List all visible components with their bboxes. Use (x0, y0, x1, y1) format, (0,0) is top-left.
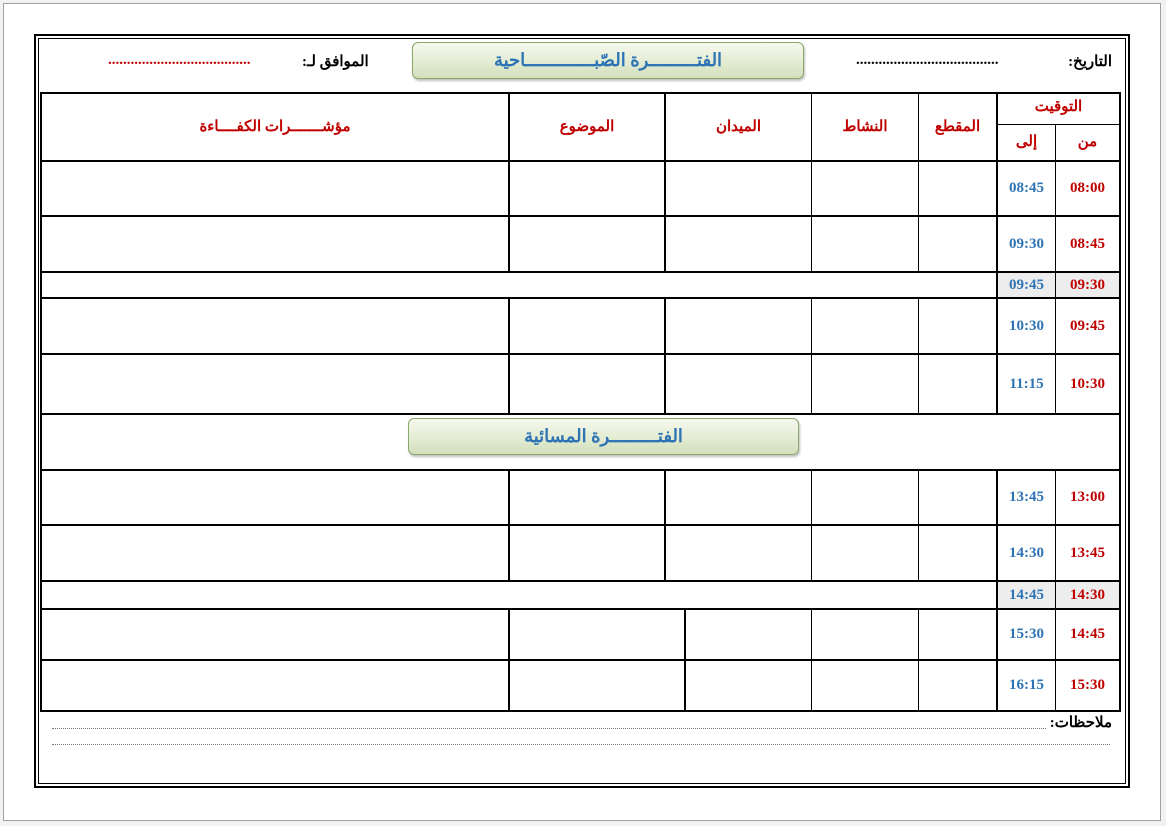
col-line (1055, 297, 1056, 414)
corresponds-dots: ...................................... (108, 52, 251, 68)
row-line (40, 608, 1121, 610)
date-dots: ...................................... (856, 52, 999, 68)
time-to: 10:30 (1009, 318, 1044, 334)
col-line (684, 608, 686, 712)
col-line (996, 608, 998, 712)
header-topic: الموضوع (559, 119, 615, 135)
col-line (664, 297, 666, 414)
evening-period-title-text: الفتـــــــــرة المسائية (524, 426, 683, 446)
row-line (40, 469, 1121, 471)
time-to: 15:30 (1009, 626, 1044, 642)
col-line (918, 160, 919, 273)
row-line (40, 659, 1121, 661)
date-label: التاريخ: (1068, 54, 1112, 70)
header-field: الميدان (716, 119, 761, 135)
time-from: 08:00 (1070, 180, 1105, 196)
col-line (811, 469, 812, 582)
time-from-break: 14:30 (1070, 587, 1105, 603)
header-indicators: مؤشـــــــرات الكفــــاءة (199, 119, 351, 135)
time-to-break: 14:45 (1009, 587, 1044, 603)
col-line (996, 160, 998, 273)
header-timing: التوقيت (1034, 99, 1083, 115)
col-line (996, 469, 998, 582)
notes-line (52, 728, 1046, 729)
morning-period-title-text: الفتـــــــــرة الصّبـــــــــــــاحية (493, 50, 723, 70)
col-line (508, 297, 510, 414)
row-line (40, 413, 1121, 415)
row-line (40, 215, 1121, 217)
col-line (811, 608, 812, 712)
evening-period-title (408, 418, 799, 455)
time-from: 15:30 (1070, 677, 1105, 693)
header-from: من (1077, 134, 1098, 150)
col-line (1055, 160, 1056, 273)
col-line (1055, 608, 1056, 712)
col-line (811, 297, 812, 414)
time-from: 08:45 (1070, 236, 1105, 252)
time-to: 14:30 (1009, 545, 1044, 561)
row-line (40, 580, 1121, 582)
time-to: 13:45 (1009, 489, 1044, 505)
col-line (811, 160, 812, 273)
header-activity: النشاط (842, 119, 888, 135)
notes-label: ملاحظات: (1049, 715, 1112, 731)
col-line (664, 469, 666, 582)
schedule-table (40, 92, 1121, 712)
time-from: 09:45 (1070, 318, 1105, 334)
morning-period-title (412, 42, 804, 79)
row-line (40, 353, 1121, 355)
row-line (40, 160, 1121, 162)
time-from-break: 09:30 (1070, 277, 1105, 293)
col-line (508, 160, 510, 273)
col-line (918, 469, 919, 582)
time-from: 13:45 (1070, 545, 1105, 561)
corresponds-label: الموافق لـ: (302, 54, 369, 70)
header-to: إلى (1015, 134, 1038, 150)
col-line (508, 608, 510, 712)
col-line (918, 608, 919, 712)
row-line (40, 524, 1121, 526)
time-from: 10:30 (1070, 376, 1105, 392)
header-segment: المقطع (934, 119, 981, 135)
row-line (40, 271, 1121, 273)
row-line (40, 297, 1121, 299)
row-line (997, 124, 1119, 125)
col-line (918, 297, 919, 414)
time-from: 13:00 (1070, 489, 1105, 505)
notes-line (52, 744, 1110, 745)
col-line (508, 469, 510, 582)
time-to: 09:30 (1009, 236, 1044, 252)
time-from: 14:45 (1070, 626, 1105, 642)
time-to-break: 09:45 (1009, 277, 1044, 293)
time-to: 11:15 (1009, 376, 1044, 392)
col-line (1055, 469, 1056, 582)
time-to: 16:15 (1009, 677, 1044, 693)
time-to: 08:45 (1009, 180, 1044, 196)
col-line (664, 160, 666, 273)
col-line (996, 297, 998, 414)
